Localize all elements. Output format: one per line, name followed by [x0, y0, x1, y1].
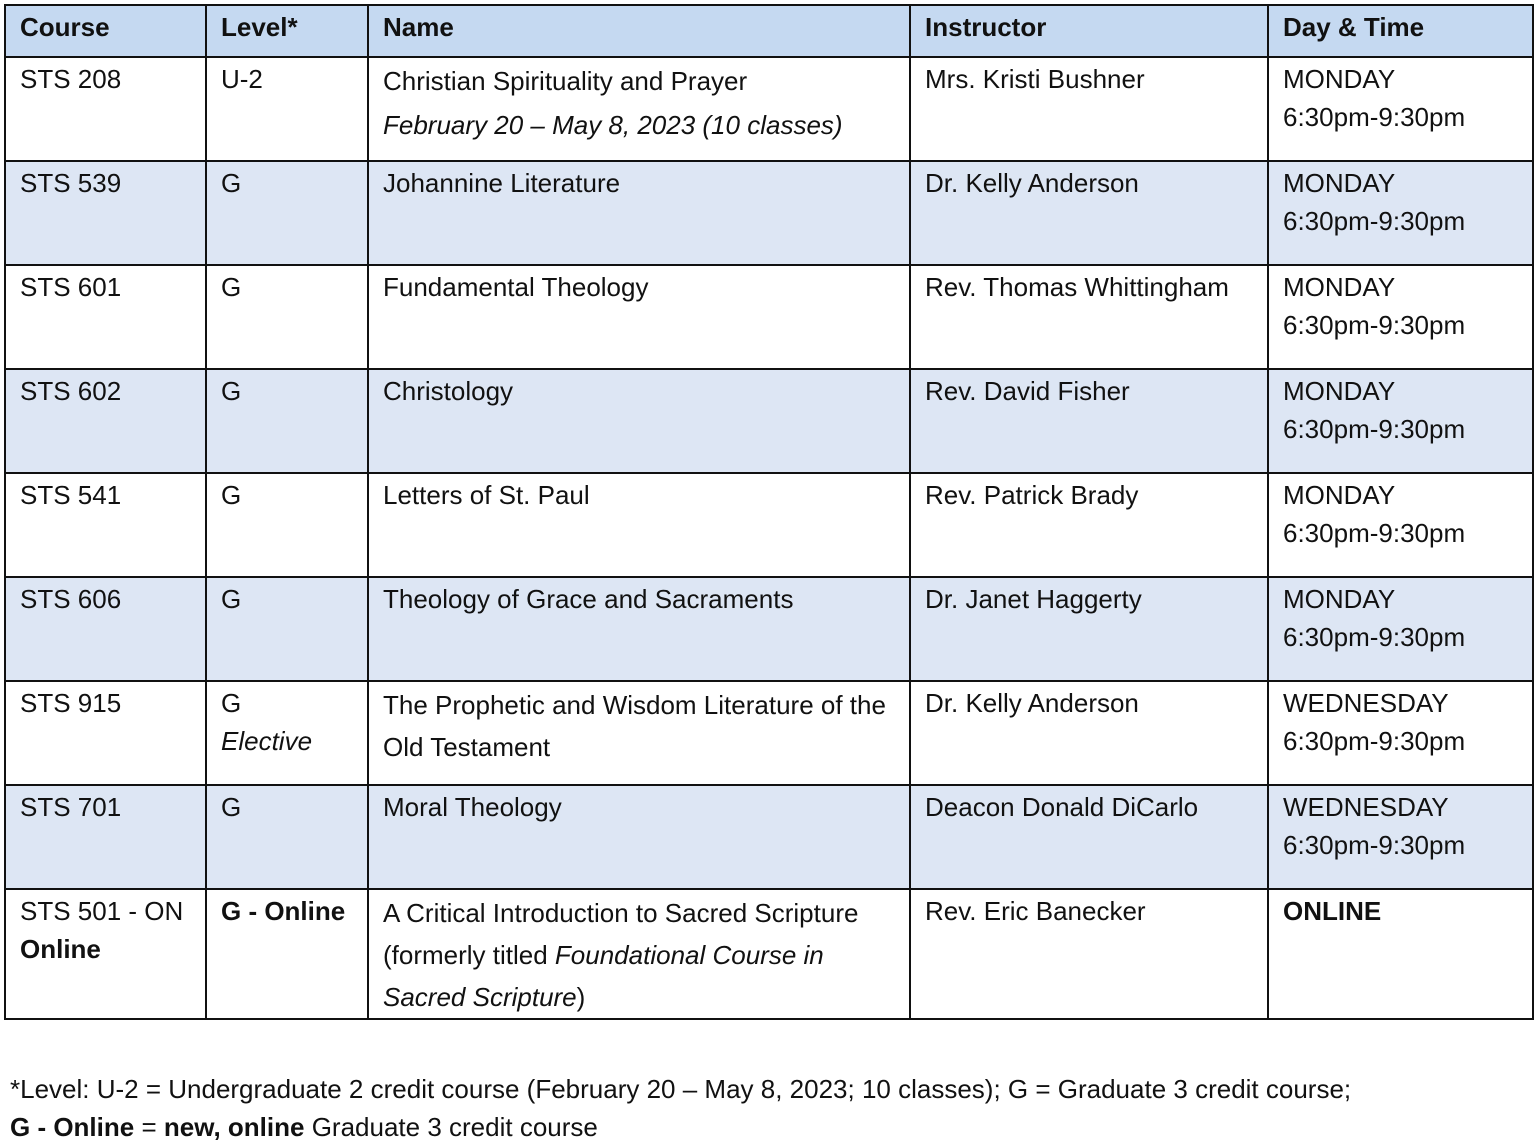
course-level: G	[206, 265, 368, 369]
course-time: 6:30pm-9:30pm	[1283, 102, 1466, 132]
course-day-time	[1268, 161, 1533, 265]
course-level: U-2	[206, 57, 368, 161]
course-time: 6:30pm-9:30pm	[1283, 414, 1466, 444]
course-day-time	[1268, 785, 1533, 889]
header-day-time: Day & Time	[1268, 5, 1533, 57]
course-name: Christian Spirituality and Prayer	[383, 66, 748, 96]
course-level: G	[206, 161, 368, 265]
course-level: G	[206, 369, 368, 473]
course-instructor: Rev. Thomas Whittingham	[910, 265, 1268, 369]
course-time: 6:30pm-9:30pm	[1283, 622, 1466, 652]
course-name: Letters of St. Paul	[368, 473, 910, 577]
course-level: G	[206, 473, 368, 577]
course-former-title: Foundational Course in Sacred Scripture	[383, 940, 824, 1012]
header-level: Level*	[206, 5, 368, 57]
course-instructor: Dr. Janet Haggerty	[910, 577, 1268, 681]
course-day: MONDAY	[1283, 376, 1396, 406]
course-day-time	[1268, 473, 1533, 577]
course-name-paren-close: )	[576, 982, 586, 1012]
course-instructor: Deacon Donald DiCarlo	[910, 785, 1268, 889]
course-day: MONDAY	[1283, 480, 1396, 510]
table-row	[5, 785, 1533, 889]
course-code: STS 601	[5, 265, 206, 369]
course-time: 6:30pm-9:30pm	[1283, 726, 1466, 756]
footnote-new-online: new, online	[163, 1112, 305, 1142]
table-row	[5, 265, 1533, 369]
course-name: Johannine Literature	[368, 161, 910, 265]
course-time: 6:30pm-9:30pm	[1283, 518, 1466, 548]
course-level: G	[221, 688, 242, 718]
course-level: G	[206, 577, 368, 681]
table-row	[5, 161, 1533, 265]
course-instructor: Dr. Kelly Anderson	[910, 161, 1268, 265]
footnote-line-2	[10, 1108, 1520, 1146]
course-day: WEDNESDAY	[1283, 688, 1449, 718]
footnote-line-1: *Level: U-2 = Undergraduate 2 credit course (February 20 – May 8, 2023; 10 classes); G = Graduate 3 credit course;	[10, 1074, 1352, 1104]
table-row	[5, 681, 1533, 785]
header-instructor: Instructor	[910, 5, 1268, 57]
course-instructor: Rev. David Fisher	[910, 369, 1268, 473]
course-time: 6:30pm-9:30pm	[1283, 310, 1466, 340]
course-time: 6:30pm-9:30pm	[1283, 206, 1466, 236]
course-instructor: Rev. Eric Banecker	[910, 889, 1268, 1019]
footnote-equals: =	[134, 1112, 164, 1142]
course-day-time	[1268, 265, 1533, 369]
course-day: MONDAY	[1283, 584, 1396, 614]
course-instructor: Dr. Kelly Anderson	[910, 681, 1268, 785]
course-day-time	[1268, 681, 1533, 785]
course-code-cell	[5, 889, 206, 1019]
course-code: STS 915	[5, 681, 206, 785]
header-name: Name	[368, 5, 910, 57]
course-name: Christology	[368, 369, 910, 473]
table-row	[5, 577, 1533, 681]
course-level-note: Elective	[221, 726, 313, 756]
table-row	[5, 369, 1533, 473]
course-name: A Critical Introduction to Sacred Scripture	[383, 898, 859, 928]
course-code-note: Online	[20, 934, 101, 964]
course-code: STS 701	[5, 785, 206, 889]
course-code: STS 541	[5, 473, 206, 577]
level-footnote	[10, 1070, 1520, 1146]
course-code: STS 539	[5, 161, 206, 265]
course-name: Fundamental Theology	[368, 265, 910, 369]
course-name-paren-open: (formerly titled	[383, 940, 555, 970]
course-level: G - Online	[206, 889, 368, 1019]
header-course: Course	[5, 5, 206, 57]
table-row	[5, 473, 1533, 577]
footnote-online-term: G - Online	[10, 1112, 135, 1142]
table-row	[5, 889, 1533, 1019]
course-schedule-table	[4, 4, 1534, 1020]
course-day: MONDAY	[1283, 64, 1396, 94]
course-code: STS 208	[5, 57, 206, 161]
course-day: WEDNESDAY	[1283, 792, 1449, 822]
course-code: STS 501 - ON	[20, 896, 184, 926]
course-day: ONLINE	[1268, 889, 1533, 1019]
course-day: MONDAY	[1283, 272, 1396, 302]
course-name-cell	[368, 889, 910, 1019]
course-day-time	[1268, 57, 1533, 161]
course-level: G	[206, 785, 368, 889]
course-day-time	[1268, 369, 1533, 473]
course-name: The Prophetic and Wisdom Literature of the Old Testament	[368, 681, 910, 785]
course-code: STS 606	[5, 577, 206, 681]
table-header-row	[5, 5, 1533, 57]
course-dates: February 20 – May 8, 2023 (10 classes)	[383, 110, 843, 140]
table-row	[5, 57, 1533, 161]
course-day-time	[1268, 577, 1533, 681]
course-instructor: Mrs. Kristi Bushner	[910, 57, 1268, 161]
course-day: MONDAY	[1283, 168, 1396, 198]
course-instructor: Rev. Patrick Brady	[910, 473, 1268, 577]
course-time: 6:30pm-9:30pm	[1283, 830, 1466, 860]
footnote-rest: Graduate 3 credit course	[304, 1112, 598, 1142]
course-code: STS 602	[5, 369, 206, 473]
course-level-cell	[206, 681, 368, 785]
course-name: Moral Theology	[368, 785, 910, 889]
course-name-cell	[368, 57, 910, 161]
course-name: Theology of Grace and Sacraments	[368, 577, 910, 681]
